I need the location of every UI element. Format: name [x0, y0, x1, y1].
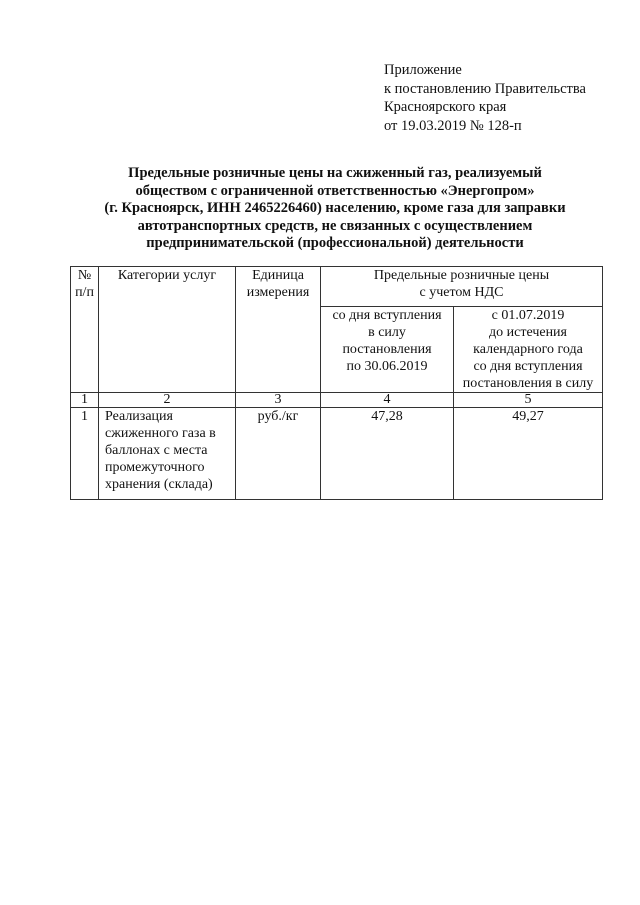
header-price-group: Предельные розничные цены с учетом НДС [321, 267, 603, 307]
row-price-period-1: 47,28 [321, 408, 454, 500]
title-line: автотранспортных средств, не связанных с осуществлением [137, 217, 533, 234]
header-price-period-2: с 01.07.2019 до истечения календарного года со дня вступления постановления в силу [454, 307, 603, 393]
column-number: 3 [236, 393, 321, 408]
column-number-row [71, 393, 603, 408]
column-number: 1 [71, 393, 99, 408]
column-number: 5 [454, 393, 603, 408]
row-price-period-2: 49,27 [454, 408, 603, 500]
appendix-line: к постановлению Правительства [384, 80, 586, 97]
row-number: 1 [71, 408, 99, 500]
title-line: (г. Красноярск, ИНН 2465226460) населению, кроме газа для заправки [104, 200, 566, 217]
row-category: Реализация сжиженного газа в баллонах с места промежуточного хранения (склада) [99, 408, 236, 500]
header-price-period-1: со дня вступления в силу постановления по 30.06.2019 [321, 307, 454, 393]
header-number: № п/п [71, 267, 99, 393]
column-number: 4 [321, 393, 454, 408]
appendix-line: Приложение [384, 62, 462, 78]
title-line: предпринимательской (профессиональной) деятельности [146, 235, 524, 252]
price-table [70, 266, 603, 500]
document-title [70, 165, 600, 253]
header-category: Категории услуг [99, 267, 236, 393]
appendix-block [384, 61, 586, 135]
header-unit: Единица измерения [236, 267, 321, 393]
appendix-line: Красноярского края [384, 99, 507, 115]
table-row [71, 408, 603, 500]
column-number: 2 [99, 393, 236, 408]
title-line: обществом с ограниченной ответственностью «Энергопром» [135, 182, 535, 199]
row-unit: руб./кг [236, 408, 321, 500]
title-line: Предельные розничные цены на сжиженный газ, реализуемый [128, 165, 542, 181]
appendix-line: от 19.03.2019 № 128-п [384, 117, 522, 134]
